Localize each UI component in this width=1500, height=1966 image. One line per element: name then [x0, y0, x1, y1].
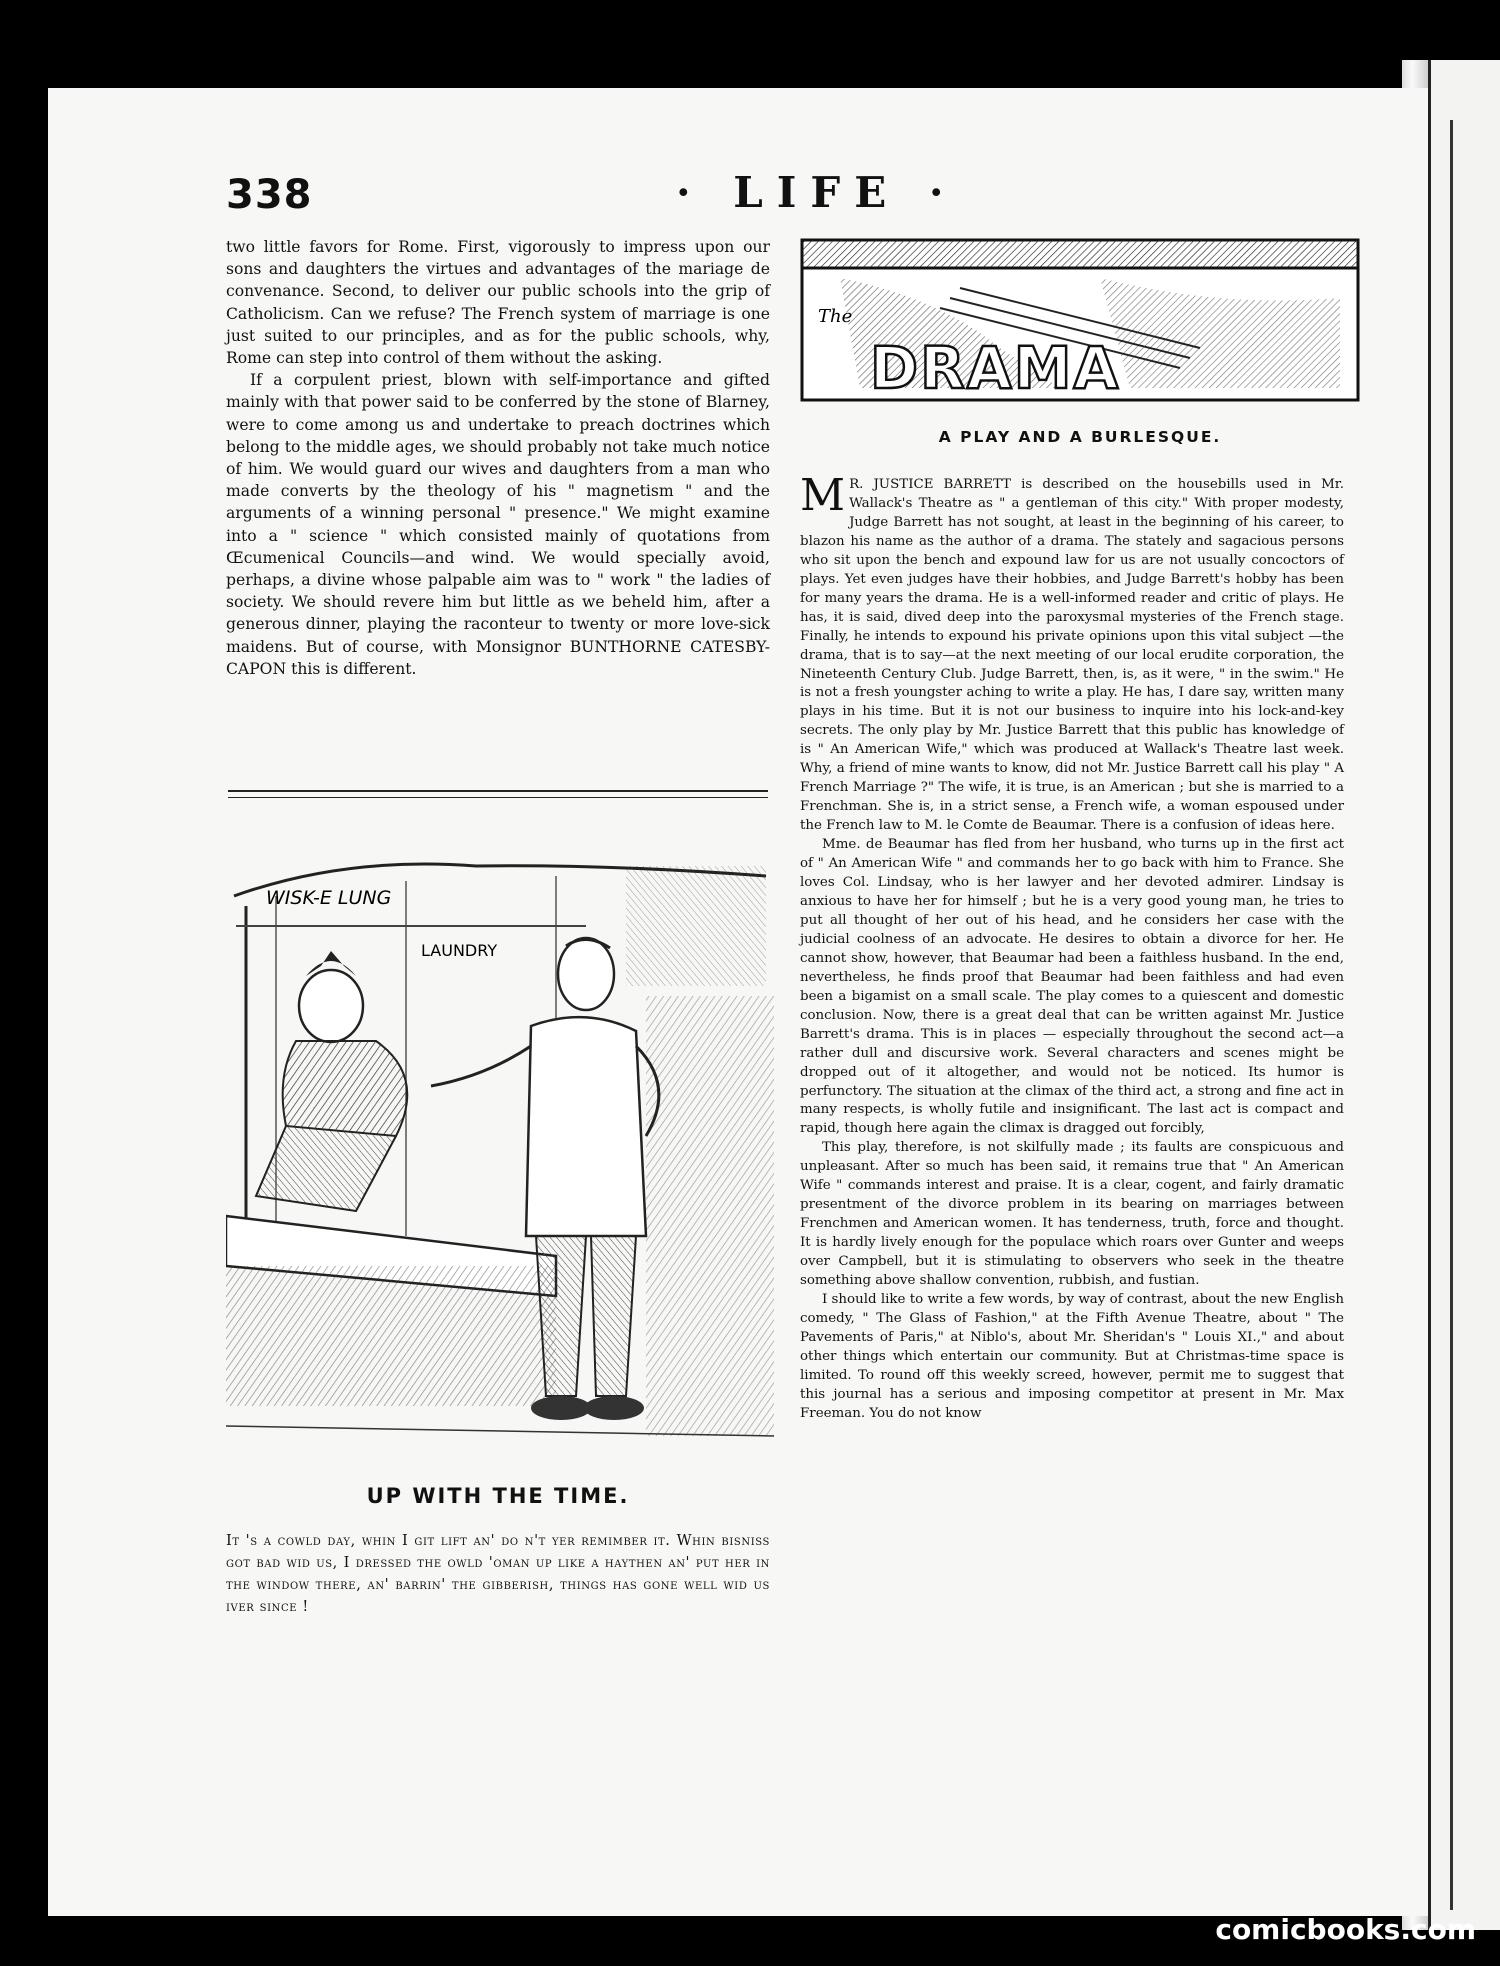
- drama-paragraph-1: [800, 470, 1344, 836]
- masthead: · LIFE ·: [676, 168, 958, 217]
- sign-laundry: LAUNDRY: [421, 941, 498, 960]
- section-rule-thin: [228, 797, 768, 798]
- next-page-edge-line: [1450, 120, 1453, 1910]
- left-paragraph-2: If a corpulent priest, blown with self-importance and gifted mainly with that power said to be conferred by the stone of Blarney, were to come among us and undertake to preach doctrines which belong to the middle ages, we should probably not take much notice of him. We would guard our wives and daughters from a man who made converts by the theology of his " magnetism " and the arguments of a winning personal " presence." We might examine into a " science " which consisted mainly of quotations from Œcumenical Councils—and wind. We would specially avoid, perhaps, a divine whose palpable aim was to " work " the ladies of society. We should revere him but little as we beheld him, after a generous dinner, playing the raconteur to twenty or more love-sick maidens. But of course, with Monsignor BUNTHORNE CATESBY-CAPON this is different.: [226, 371, 770, 678]
- drop-cap: M: [800, 470, 846, 521]
- left-column: [226, 236, 770, 680]
- banner-prefix: The: [818, 306, 853, 327]
- drama-paragraph-3: This play, therefore, is not skilfully made ; its faults are conspicuous and unpleasant. After so much has been said, it remains true that " An American Wife " commands interest and praise. It is a clear, cogent, and fairly dramatic presentment of the divorce problem in its bearing on marriages between Frenchmen and American women. It has tenderness, truth, force and thought. It is hardly lively enough for the populace which roars over Gunter and weeps over Campbell, but it is stimulating to observers who seek in the theatre something above shallow convention, rubbish, and fustian.: [800, 1140, 1344, 1289]
- drama-paragraph-2: Mme. de Beaumar has fled from her husband, who turns up in the first act of " An American Wife " and commands her to go back with him to France. She loves Col. Lindsay, who is her lawyer and her devoted admirer. Lindsay is anxious to have her for himself ; but he is a very good young man, he tries to put all thought of her out of his head, and he considers her case with the judicial coolness of an advocate. He desires to obtain a divorce for her. He cannot show, however, that Beaumar had been a faithless husband. In the end, nevertheless, he finds proof that Beaumar had been faithless and had even been a bigamist on a small scale. The play comes to a quiescent and domestic conclusion. Now, there is a great deal that can be written against Mr. Justice Barrett's drama. This is in places — especially throughout the second act—a rather dull and discursive work. Several characters and scenes might be dropped out of it altogether, and would not be noticed. Its humor is perfunctory. The situation at the climax of the third act, a strong and fine act in many respects, is wholly futile and insignificant. The last act is compact and rapid, though here again the climax is dragged out forcibly,: [800, 837, 1344, 1137]
- cartoon-caption: It 's a cowld day, whin I git lift an' do n't yer remimber it. Whin bisniss got bad wid us, I dressed the owld 'oman up like a haythen an' put her in the window there, an' barrin' the gibberish, things has gone well wid us iver since !: [226, 1532, 770, 1615]
- section-rule: [228, 790, 768, 792]
- laundry-cartoon: [226, 836, 774, 1446]
- drama-paragraph-4: I should like to write a few words, by way of contrast, about the new English comedy, " The Glass of Fashion," at the Fifth Avenue Theatre, about " The Pavements of Paris," at Niblo's, about Mr. Sheridan's " Louis XI.," and about other things which entertain our community. But at Christmas-time space is limited. To round off this weekly screed, however, permit me to suggest that this journal has a serious and imposing competitor at present in Mr. Max Freeman. You do not know: [800, 1291, 1344, 1421]
- drama-banner-illustration: [800, 238, 1360, 402]
- next-page-edge: [1428, 60, 1500, 1930]
- cartoon-title: UP WITH THE TIME.: [366, 1484, 630, 1508]
- right-column: [800, 470, 1344, 1424]
- left-paragraph-1: two little favors for Rome. First, vigorously to impress upon our sons and daughters the virtues and advantages of the mariage de convenance. Second, to deliver our public schools into the grip of Catholicism. Can we refuse? The French system of marriage is one just suited to our principles, and as for the public schools, why, Rome can step into control of them without the asking.: [226, 238, 770, 368]
- source-watermark: comicbooks.com: [1215, 1913, 1476, 1946]
- drama-paragraph-1-text: R. JUSTICE BARRETT is described on the housebills used in Mr. Wallack's Theatre as " a gentleman of this city." With proper modesty, Judge Barrett has not sought, at least in the beginning of his career, to blazon his name as the author of a drama. The stately and sagacious persons who sit upon the bench and expound law for us are not usually concoctors of plays. Yet even judges have their hobbies, and Judge Barrett's hobby has been for many years the drama. He is a well-informed reader and critic of plays. He has, it is said, dived deep into the paroxysmal mysteries of the French stage. Finally, he intends to expound his private opinions upon this vital subject —the drama, that is to say—at the next meeting of our local erudite corporation, the Nineteenth Century Club. Judge Barrett, then, is, as it were, " in the swim." He is not a fresh youngster aching to write a play. He has, I dare say, written many plays in his time. But it is not our business to inquire into his lock-and-key secrets. The only play by Mr. Justice Barrett that this public has knowledge of is " An American Wife," which was produced at Wallack's Theatre last week. Why, a friend of mine wants to know, did not Mr. Justice Barrett call his play " A French Marriage ?" The wife, it is true, is an American ; but she is married to a Frenchman. She is, in a strict sense, a French wife, a woman espoused under the French law to M. le Comte de Beaumar. There is a confusion of ideas here.: [800, 477, 1344, 834]
- banner-word-drama: DRAMA: [870, 334, 1121, 402]
- drama-heading: A PLAY AND A BURLESQUE.: [938, 428, 1222, 446]
- page-number: 338: [226, 172, 313, 218]
- sign-wisk-e-lung: WISK-E LUNG: [266, 887, 392, 909]
